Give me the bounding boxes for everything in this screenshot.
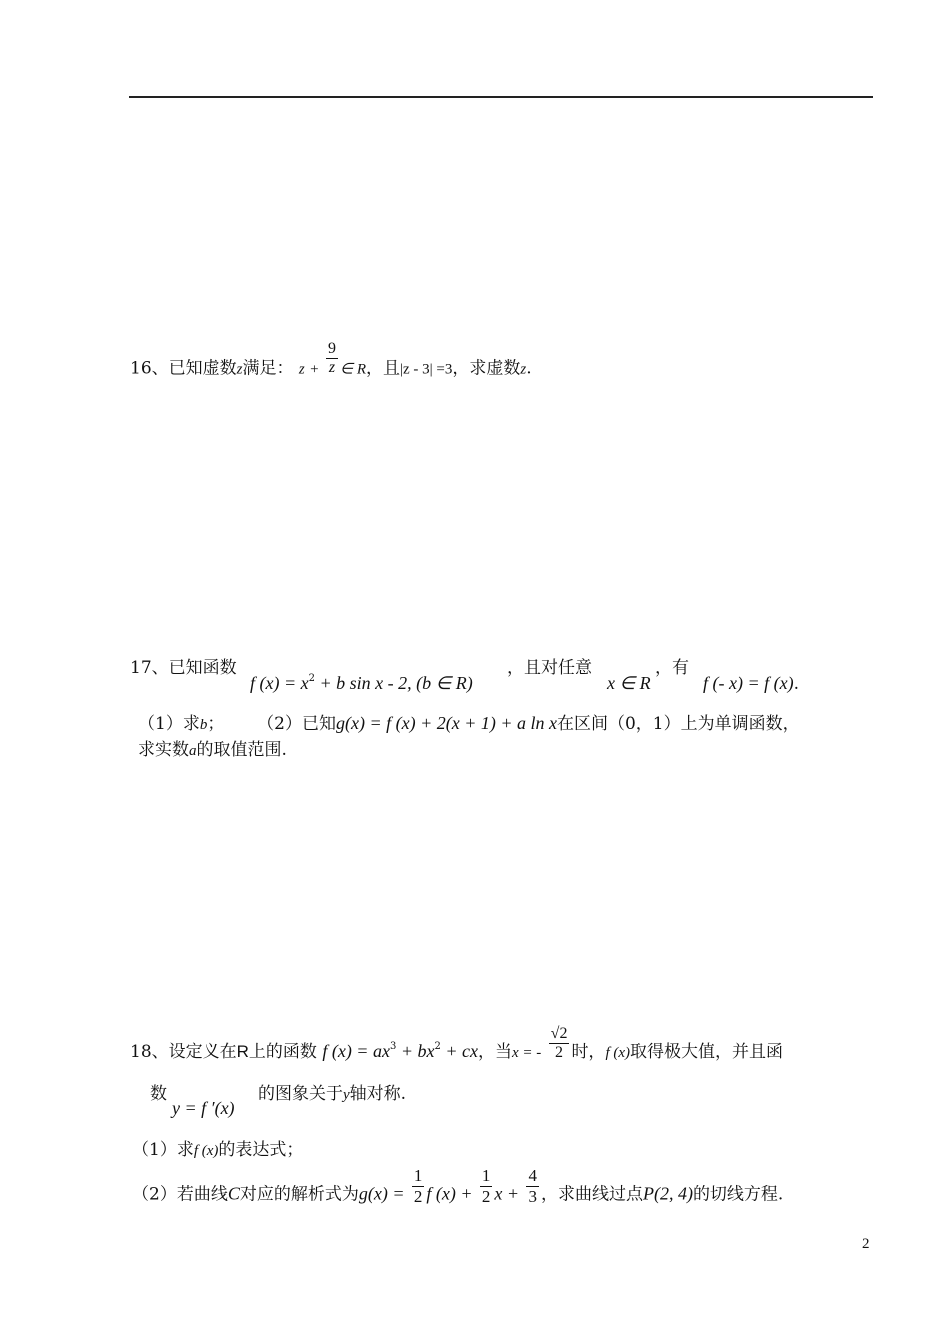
q18-line2-prefix: 数 bbox=[150, 1084, 167, 1104]
q18-fx: f (x) bbox=[605, 1045, 631, 1061]
q18-sqrt-fraction bbox=[549, 1025, 570, 1063]
q18-half1 bbox=[412, 1166, 425, 1206]
q18-part1 bbox=[132, 1142, 303, 1159]
q17-x-in-r-wrap bbox=[607, 674, 651, 693]
q17-func-sup: 2 bbox=[308, 673, 315, 684]
q17-part2-line2a: 求实数 bbox=[138, 740, 189, 760]
q18-half1-den: 2 bbox=[413, 1186, 423, 1206]
q18-half1-num: 1 bbox=[413, 1166, 423, 1185]
q16-label: 16、已知虚数 bbox=[130, 358, 237, 379]
q18-label: 18、设定义在 bbox=[130, 1042, 237, 1062]
q18-den: 2 bbox=[555, 1044, 564, 1061]
q17-part1-var: b bbox=[199, 717, 208, 733]
q17-parts-line bbox=[138, 714, 800, 733]
q18-p2-end: 的切线方程. bbox=[692, 1184, 784, 1205]
q17-label: 17、已知函数 bbox=[130, 658, 237, 678]
q18-line2-rest: 的图象关于 bbox=[258, 1084, 343, 1104]
q18-r: R bbox=[236, 1042, 249, 1061]
q18-x-eq: x = - bbox=[511, 1045, 542, 1061]
q16-and: ，且 bbox=[366, 358, 400, 379]
q18-half2 bbox=[480, 1166, 493, 1206]
q17-g-expr: g(x) = f (x) + 2(x + 1) + a ln x bbox=[335, 713, 557, 733]
q16-plus: + bbox=[310, 361, 319, 378]
q18-half2-num: 1 bbox=[481, 1166, 491, 1185]
q17-sym: f (- x) = f (x) bbox=[703, 673, 794, 693]
q17-func-rest: + b sin x - 2, (b ∈ R) bbox=[315, 673, 473, 693]
q18-part2 bbox=[132, 1166, 784, 1206]
q18-point: P(2, 4) bbox=[642, 1183, 693, 1204]
question-17-line1 bbox=[130, 660, 237, 677]
q18-line2-rest-wrap bbox=[258, 1086, 406, 1103]
q17-part2-var: a bbox=[189, 743, 197, 759]
q18-p2-x: x + bbox=[494, 1183, 520, 1204]
q16-frac-den: z bbox=[328, 359, 336, 377]
q18-mid: + bx bbox=[396, 1041, 435, 1061]
q18-on: 上的函数 bbox=[248, 1042, 317, 1062]
q18-when: ，当 bbox=[477, 1042, 512, 1062]
q17-function bbox=[250, 674, 473, 693]
header-rule bbox=[129, 96, 873, 98]
q18-yfp: y = f ′(x) bbox=[172, 1098, 235, 1118]
q18-p1-end: 的表达式； bbox=[218, 1140, 304, 1160]
q18-p2-g: g(x) = bbox=[358, 1183, 405, 1204]
q17-part1-prefix: （1）求 bbox=[138, 714, 200, 734]
q17-part1-end: ； bbox=[207, 714, 225, 734]
q16-ask: ，求虚数 bbox=[452, 358, 521, 379]
q18-then: 时， bbox=[571, 1042, 606, 1062]
q18-sup2: 2 bbox=[434, 1041, 441, 1052]
q16-end: . bbox=[526, 358, 532, 379]
q18-p2-mid: 对应的解析式为 bbox=[239, 1184, 359, 1205]
q18-p2-prefix: （2）若曲线 bbox=[132, 1184, 228, 1205]
q18-p2-c: C bbox=[227, 1183, 240, 1204]
question-18-line1 bbox=[130, 1024, 784, 1062]
q18-tail: + cx bbox=[440, 1041, 478, 1061]
q18-p1-fx: f (x) bbox=[193, 1143, 219, 1159]
q16-abs-expr: |z - 3| =3 bbox=[400, 361, 453, 378]
q16-in-r: ∈ R bbox=[340, 361, 366, 378]
page-number: 2 bbox=[862, 1236, 870, 1252]
q17-condition bbox=[507, 660, 592, 677]
question-16 bbox=[130, 340, 532, 379]
q17-have: ，有 bbox=[655, 658, 689, 678]
q17-part2-line2b: 的取值范围. bbox=[196, 740, 287, 760]
q17-cond: ，且对任意 bbox=[507, 658, 592, 678]
q16-fraction bbox=[326, 340, 338, 378]
q18-func: f (x) = ax bbox=[322, 1041, 390, 1061]
q18-p2-tail: ，求曲线过点 bbox=[540, 1184, 643, 1205]
q16-ask-var: z bbox=[520, 361, 527, 378]
q17-part2-mid: 在区间（0，1）上为单调函数， bbox=[556, 714, 800, 734]
q18-four-den: 3 bbox=[528, 1186, 537, 1206]
q17-symmetry-wrap bbox=[703, 674, 799, 693]
q18-p1-prefix: （1）求 bbox=[132, 1140, 194, 1160]
q18-sup3: 3 bbox=[389, 1041, 397, 1052]
q17-func: f (x) = x bbox=[250, 673, 309, 693]
q18-sqrt-num: √2 bbox=[549, 1025, 570, 1044]
q18-half2-den: 2 bbox=[481, 1186, 491, 1206]
q17-end: . bbox=[793, 674, 800, 694]
q17-part2-prefix: （2）已知 bbox=[257, 714, 336, 734]
q17-part2-line2 bbox=[138, 742, 287, 759]
q18-four-thirds bbox=[526, 1166, 539, 1206]
q16-expr-z: z bbox=[298, 361, 305, 378]
q16-var-z: z bbox=[236, 361, 243, 378]
q16-frac-num: 9 bbox=[326, 340, 338, 359]
q18-line2 bbox=[150, 1086, 167, 1103]
q17-x-in-r: x ∈ R bbox=[607, 673, 651, 693]
q18-yfp-wrap bbox=[172, 1099, 235, 1118]
q18-line2-end: 轴对称. bbox=[349, 1084, 407, 1104]
q16-satisfies: 满足： bbox=[242, 358, 294, 379]
q18-p2-fx: f (x) + bbox=[426, 1183, 473, 1204]
q18-max-text: 取得极大值，并且函 bbox=[630, 1042, 784, 1062]
q17-have-wrap bbox=[655, 660, 689, 677]
q18-y-axis: y bbox=[343, 1087, 350, 1103]
q18-four-num: 4 bbox=[528, 1166, 537, 1185]
